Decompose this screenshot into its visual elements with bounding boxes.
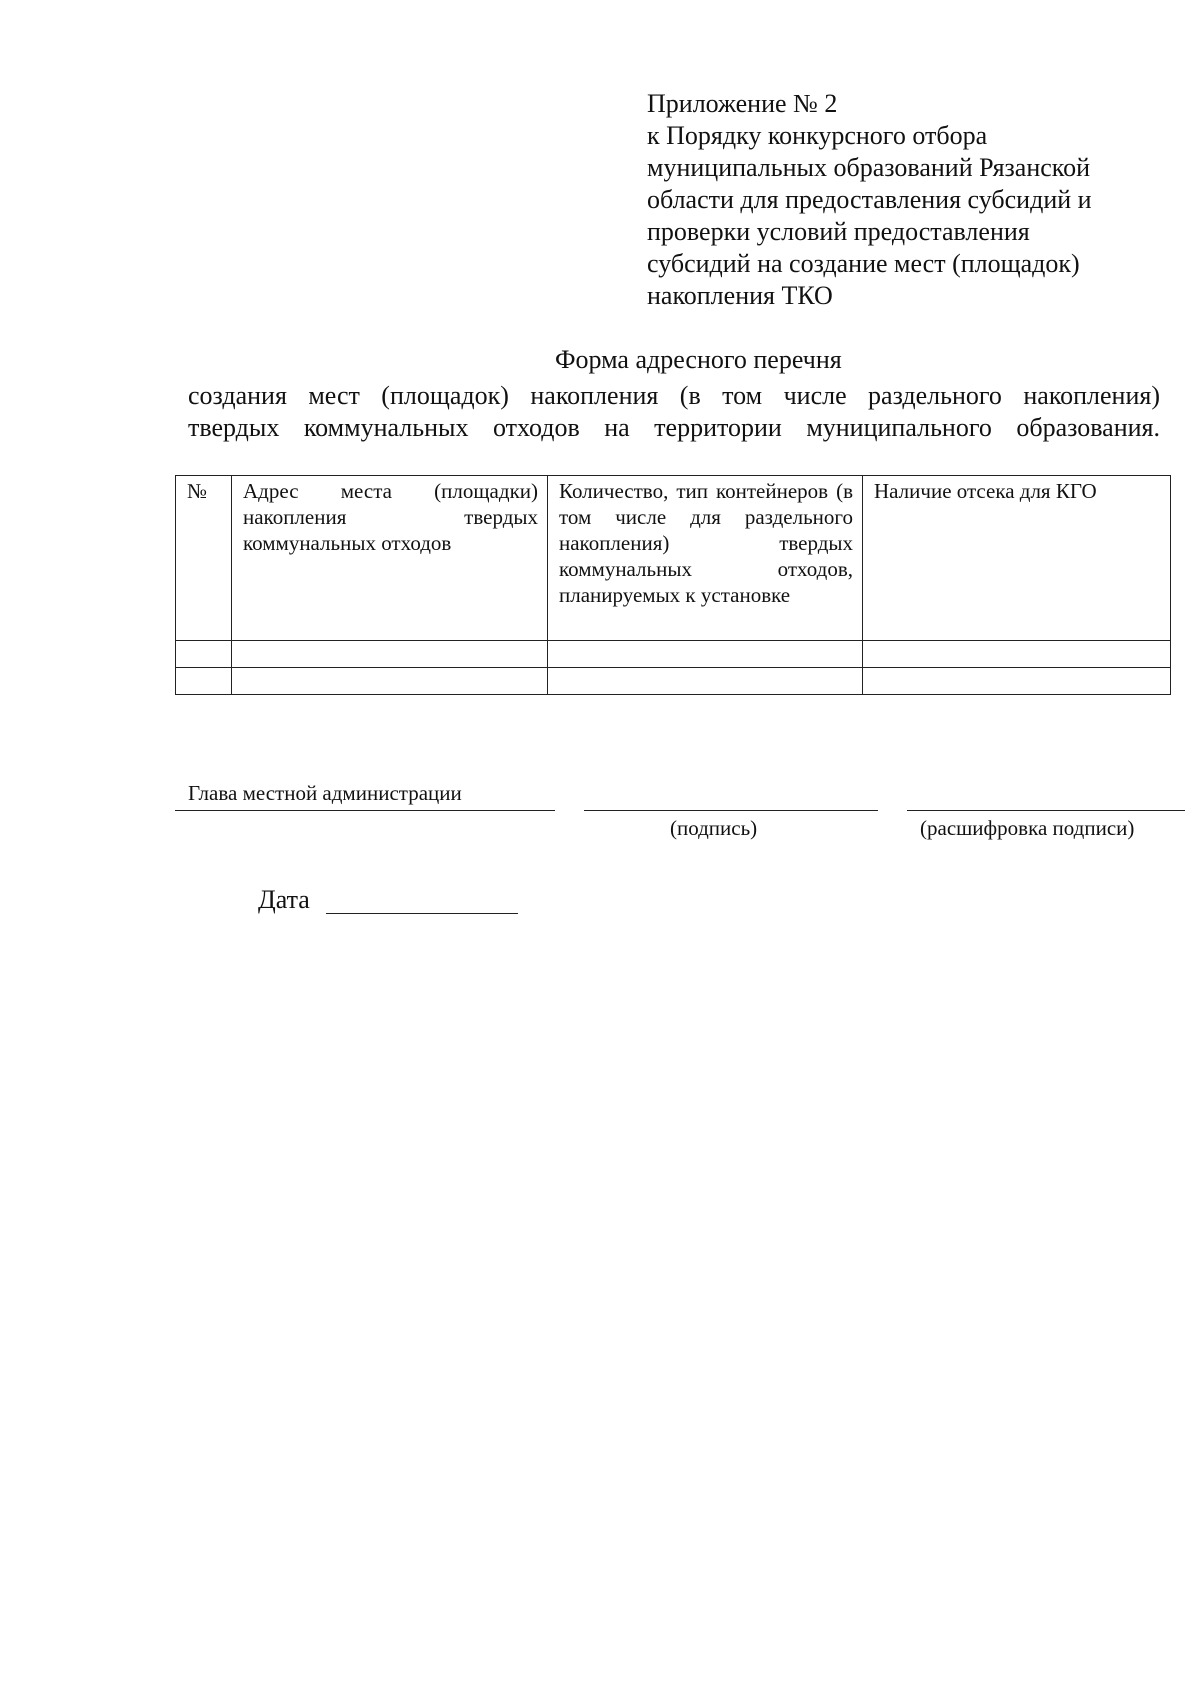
table-cell[interactable]: [548, 641, 863, 668]
subtitle-line: создания мест (площадок) накопления (в том числе раздельного накопления): [188, 381, 1160, 410]
date-line[interactable]: [326, 913, 518, 914]
date-label: Дата: [258, 885, 310, 914]
role-underline: [175, 810, 555, 811]
appendix-line: субсидий на создание мест (площадок): [647, 249, 1080, 278]
header-kgo-compartment: Наличие отсека для КГО: [863, 476, 1171, 641]
table-header-row: [176, 476, 1171, 641]
table-cell[interactable]: [863, 668, 1171, 695]
signature-line[interactable]: [584, 810, 878, 811]
address-list-table: [175, 475, 1171, 695]
appendix-header: [647, 88, 1167, 312]
header-containers: Количество, тип контейнеров (в том числе для раздельного накопления) твердых коммунальных отходов, планируемых к установке: [548, 476, 863, 641]
appendix-line: Приложение № 2: [647, 89, 838, 118]
table-cell[interactable]: [232, 641, 548, 668]
table-cell[interactable]: [863, 641, 1171, 668]
table-row: [176, 641, 1171, 668]
subtitle-line: твердых коммунальных отходов на территории муниципального образования.: [188, 413, 1160, 442]
appendix-line: к Порядку конкурсного отбора: [647, 121, 988, 150]
table-cell[interactable]: [548, 668, 863, 695]
table-row: [176, 668, 1171, 695]
table-cell[interactable]: [176, 641, 232, 668]
form-subtitle: [188, 380, 1160, 444]
signature-decode-line[interactable]: [907, 810, 1185, 811]
form-title: Форма адресного перечня: [555, 345, 842, 374]
table-cell[interactable]: [176, 668, 232, 695]
appendix-line: накопления ТКО: [647, 281, 833, 310]
head-of-administration-label: Глава местной администрации: [188, 781, 462, 805]
header-number: №: [176, 476, 232, 641]
appendix-line: области для предоставления субсидий и: [647, 185, 1092, 214]
table-cell[interactable]: [232, 668, 548, 695]
appendix-line: проверки условий предоставления: [647, 217, 1030, 246]
header-address: Адрес места (площадки) накопления твердых коммунальных отходов: [232, 476, 548, 641]
appendix-line: муниципальных образований Рязанской: [647, 153, 1091, 182]
signature-decode-caption: (расшифровка подписи): [920, 816, 1135, 840]
signature-caption: (подпись): [670, 816, 758, 840]
